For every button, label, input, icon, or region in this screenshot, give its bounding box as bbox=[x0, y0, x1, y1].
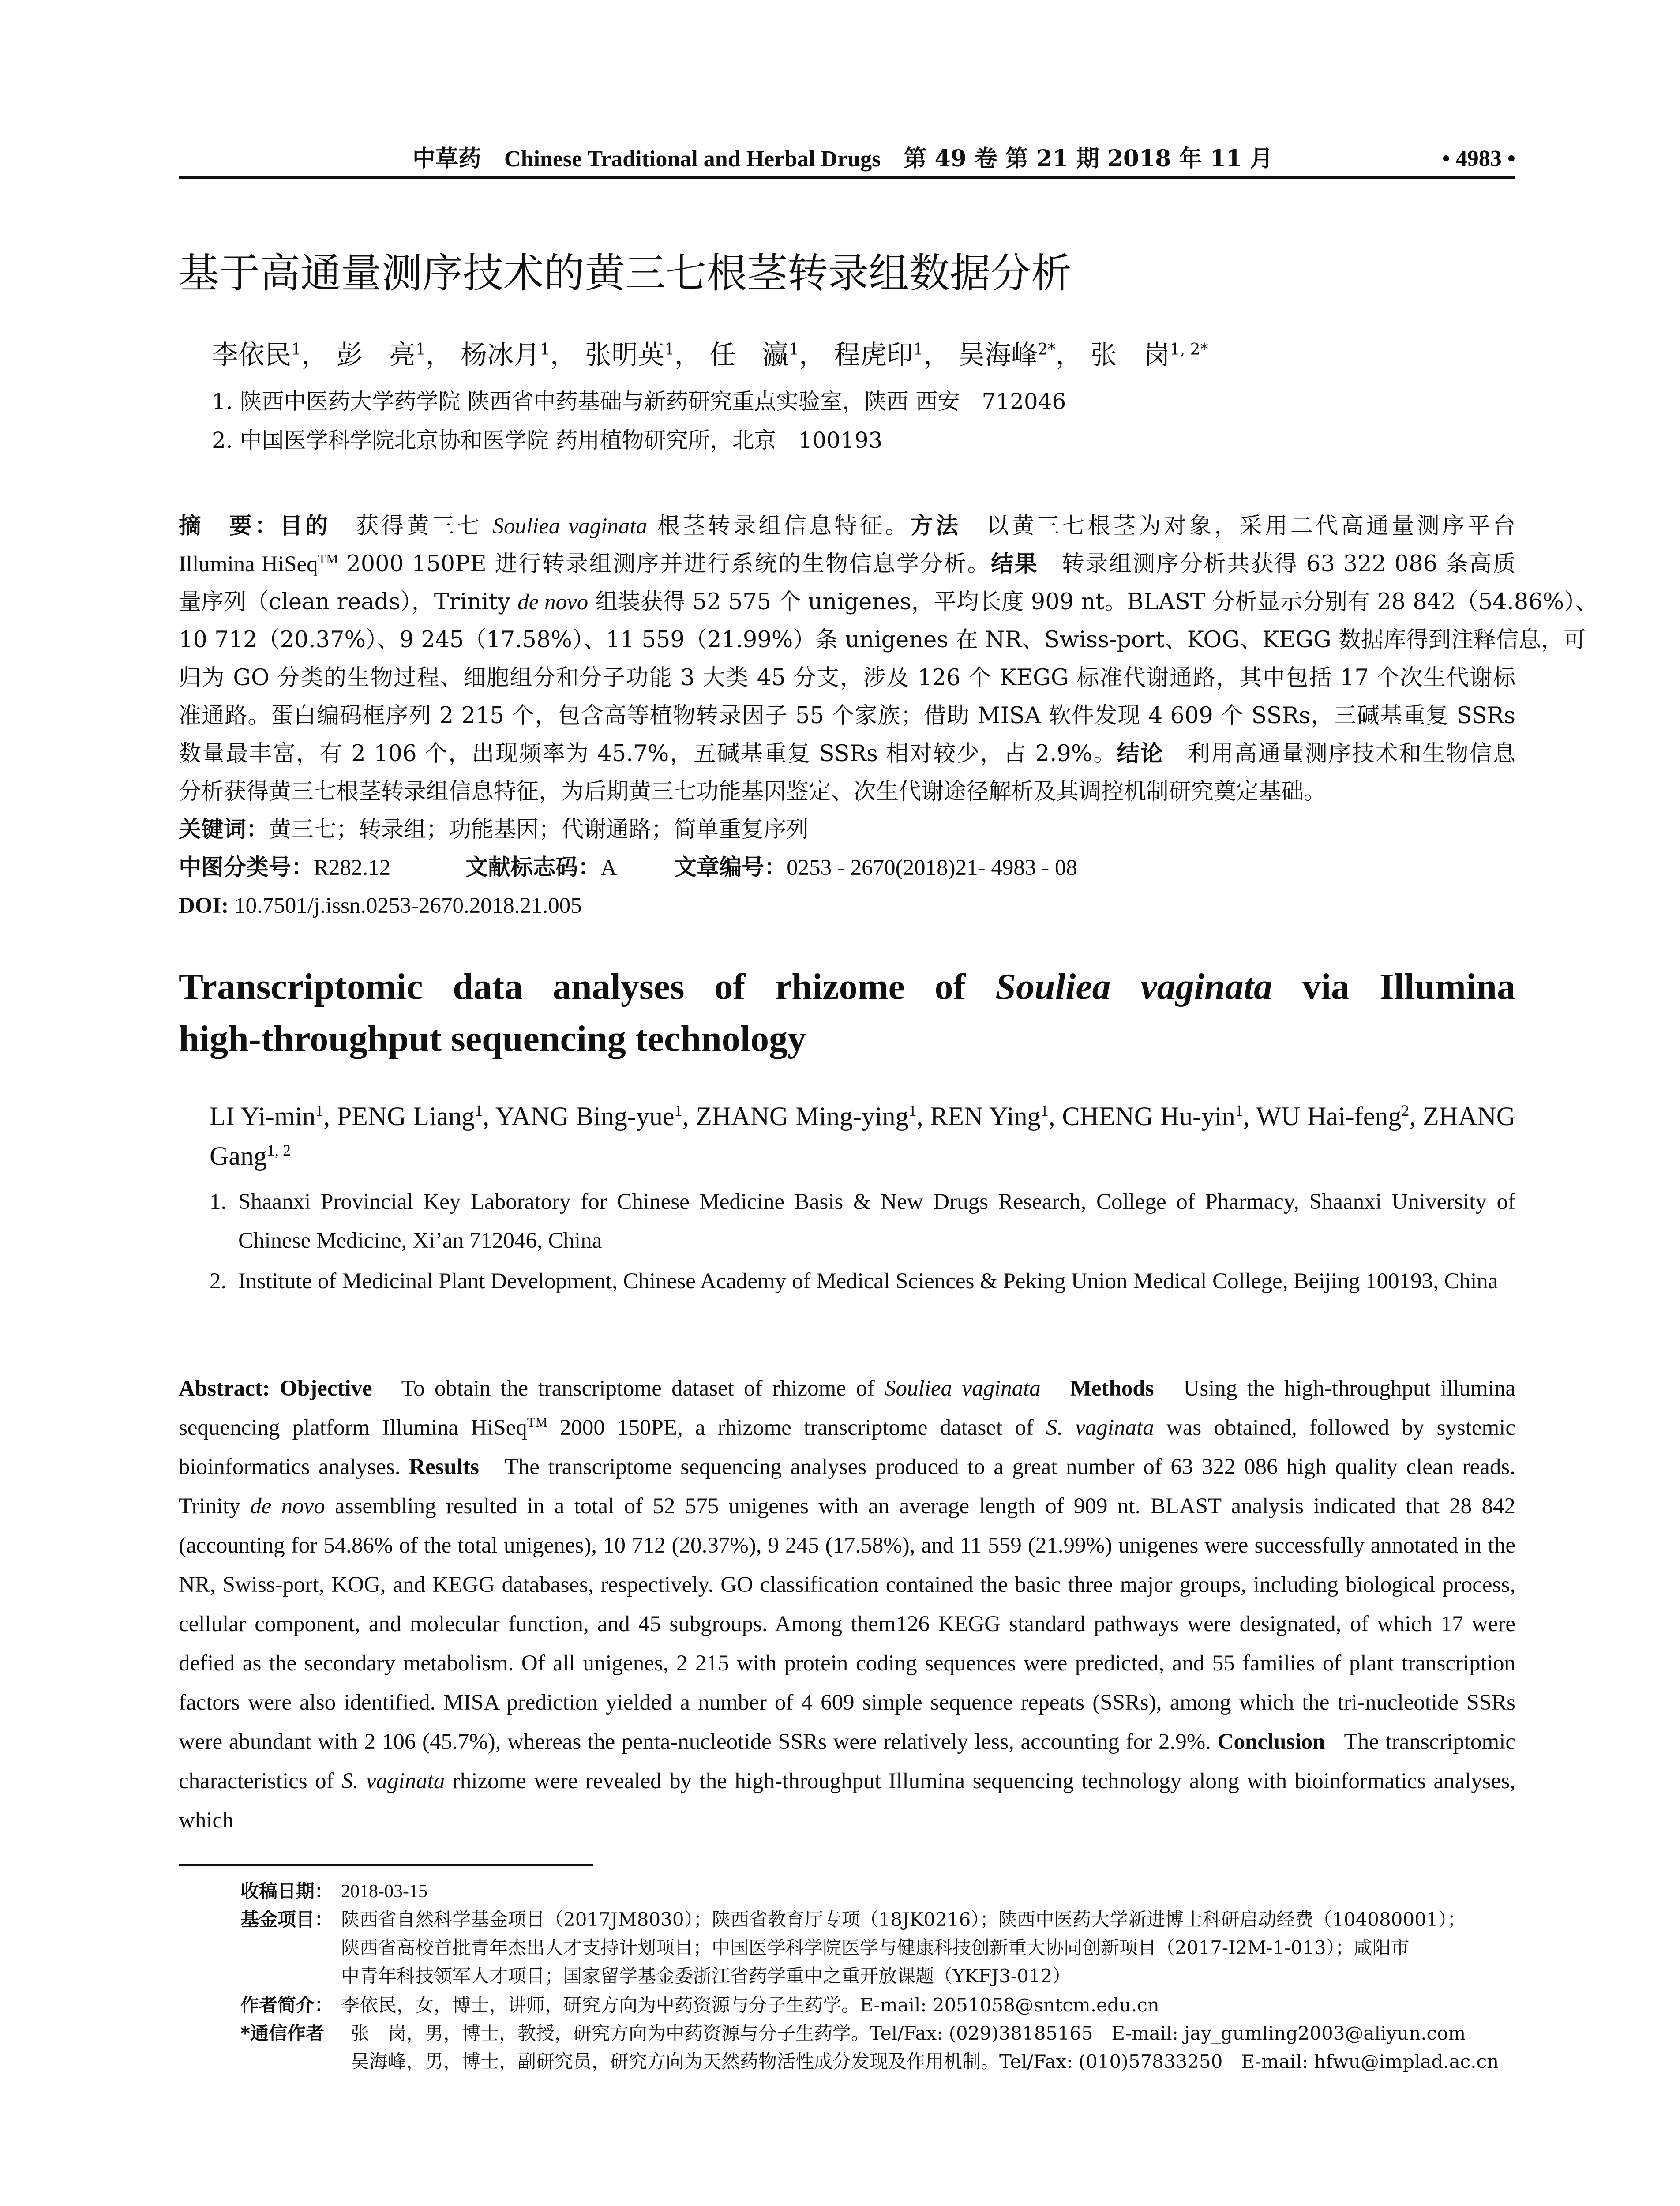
cn-affiliation-1: 1. 陕西中医药大学药学院 陕西省中药基础与新药研究重点实验室，陕西 西安 712046 bbox=[212, 389, 1066, 414]
cn-author: 张 岗$^{1, 2*}$ bbox=[1090, 340, 1208, 371]
cn-author: 吴海峰$^{2*}$ bbox=[958, 340, 1056, 371]
en-author: LI $Yi-\min^1$ bbox=[210, 1102, 324, 1131]
cn-affiliation-2: 2. 中国医学科学院北京协和医学院 药用植物研究所，北京 100193 bbox=[212, 428, 883, 453]
cn-author: 程虎印$^1$ bbox=[833, 340, 923, 371]
en-author: CHENG Hu-yin$^1$ bbox=[1062, 1102, 1243, 1131]
keywords-label: 关键词： bbox=[179, 817, 269, 843]
header-rule bbox=[179, 176, 1515, 179]
page-number: • 4983 • bbox=[1442, 146, 1515, 171]
footnote-rule bbox=[179, 1864, 593, 1866]
footnote-received: 收稿日期： 2018-03-15 bbox=[240, 1880, 428, 1902]
cn-author: 李依民$^1$ bbox=[212, 340, 301, 371]
journal-en-name: Chinese Traditional and Herbal Drugs bbox=[504, 146, 881, 172]
cn-abstract-label: 摘 要： bbox=[179, 513, 280, 539]
cn-keywords bbox=[179, 811, 809, 849]
en-objective-label: Objective bbox=[280, 1376, 372, 1401]
en-title-species: Souliea vaginata bbox=[995, 966, 1273, 1007]
cn-title: 基于高通量测序技术的黄三七根茎转录组数据分析 bbox=[179, 250, 1072, 297]
doi-value: 10.7501/j.issn.0253-2670.2018.21.005 bbox=[229, 893, 582, 918]
footnote-author-bio: 作者简介： 李依民，女，博士，讲师，研究方向为中药资源与分子生药学。E-mail: 2051058@sntcm.edu.cn bbox=[240, 1994, 1159, 2016]
footnote-funding: 基金项目： 陕西省自然科学基金项目（2017JM8030）；陕西省教育厅专项（18JK0216）；陕西中医药大学新进博士科研启动经费（104080001）； 陕西省高校首批青年杰出人才支持计划项目；中国医学科学院医学与健康科技创新重大协同创新项目（2017-I2M-1-013）；咸阳市 中青年科技领军人才项目；国家留学基金委浙江省药学重中之重开放课题（YKFJ3-012） bbox=[240, 1909, 1466, 1987]
cn-author: 杨冰月$^1$ bbox=[460, 340, 550, 371]
cn-author-list: 李依民$^1$， 彭 亮$^1$， 杨冰月$^1$， 张明英$^1$， 任 瀛$^1$， 程虎印$^1$， 吴海峰$^{2*}$， 张 岗$^{1, 2*}$ bbox=[212, 340, 1208, 371]
en-author-list: LI $Yi-\min^1$, PENG Liang$^1$, YANG Bing-yue$^1$, ZHANG Ming-ying$^1$, REN Ying$^1$, CHENG Hu-yin$^1$, WU Hai-feng$^2$, ZHANG Gang$^{1, 2}$ bbox=[210, 1102, 1516, 1171]
cn-abstract-line: 量序列（clean reads），Trinity de novo 组装获得 52 575 个 unigenes，平均长度 909 nt。BLAST 分析显示分别有 28 842（54.86%）、 bbox=[179, 589, 1598, 615]
species-name: Souliea vaginata bbox=[492, 514, 648, 539]
en-conclusion-label: Conclusion bbox=[1217, 1730, 1325, 1754]
en-affiliation-1: 1. Shaanxi Provincial Key Laboratory for Chinese Medicine Basis & New Drugs Research, College of Pharmacy, Shaanxi University of Chinese Medicine, Xi’an 712046, China bbox=[210, 1189, 1515, 1253]
cn-methods-label: 方法 bbox=[910, 513, 961, 539]
en-affiliation-2: 2. Institute of Medicinal Plant Development, Chinese Academy of Medical Sciences & Peking Union Medical College, Beijing 100193, China bbox=[210, 1269, 1498, 1294]
cn-abstract-line: 归为 GO 分类的生物过程、细胞组分和分子功能 3 大类 45 分支，涉及 126 个 KEGG 标准代谢通路，其中包括 17 个次生代谢标 bbox=[179, 665, 1515, 691]
cn-abstract-line: 10 712（20.37%）、9 245（17.58%）、11 559（21.99%）条 unigenes 在 NR、Swiss-port、KOG、KEGG 数据库得到注释信息，可 bbox=[179, 627, 1586, 653]
cn-conclusion-label: 结论 bbox=[1117, 741, 1164, 767]
cn-abstract-line: 摘 要：目的 获得黄三七 Souliea vaginata 根茎转录组信息特征。方法 以黄三七根茎为对象，采用二代高通量测序平台 bbox=[179, 513, 1515, 539]
en-abstract: Abstract: Objective To obtain the transcriptome dataset of rhizome of Souliea vaginata Methods Using the high-throughput illumina sequencing platform Illumina HiSeq™ 2000 150PE, a rhizome transcriptome dataset of S. vaginata was obtained, followed by systemic bioinformatics analyses. Results The transcriptome sequencing analyses produced to a great number of 63 322 086 high quality clean reads. Trinity de novo assembling resulted in a total of 52 575 unigenes with an average length of 909 nt. BLAST analysis indicated that 28 842 (accounting for 54.86% of the total unigenes), 10 712 (20.37%), 9 245 (17.58%), and 11 559 (21.99%) unigenes were successfully annotated in the NR, Swiss-port, KOG, and KEGG databases, respectively. GO classification contained the basic three major groups, including biological process, cellular component, and molecular function, and 45 subgroups. Among them126 KEGG standard pathways were designated, of which 17 were defied as the secondary metabolism. Of all unigenes, 2 215 with protein coding sequences were predicted, and 55 families of plant transcription factors were also identified. MISA prediction yielded a number of 4 609 simple sequence repeats (SSRs), among which the tri-nucleotide SSRs were abundant with 2 106 (45.7%), whereas the penta-nucleotide SSRs were relatively less, accounting for 2.9%. Conclusion The transcriptomic characteristics of S. vaginata rhizome were revealed by the high-throughput Illumina sequencing technology along with bioinformatics analyses, which bbox=[179, 1376, 1516, 1833]
doi-line: DOI: 10.7501/j.issn.0253-2670.2018.21.005 bbox=[179, 893, 582, 918]
en-author: ZHANG Gang$^{1, 2}$ bbox=[210, 1102, 1516, 1171]
cn-abstract-line: 数量最丰富，有 2 106 个，出现频率为 45.7%，五碱基重复 SSRs 相对较少，占 2.9%。结论 利用高通量测序技术和生物信息 bbox=[179, 741, 1515, 767]
cn-author: 任 瀛$^1$ bbox=[709, 340, 799, 371]
cn-author: 张明英$^1$ bbox=[585, 340, 675, 371]
journal-cn-name: 中草药 bbox=[412, 146, 482, 172]
article-number-value: 0253 - 2670(2018)21- 4983 - 08 bbox=[787, 855, 1077, 880]
clc-value: R282.12 bbox=[314, 855, 391, 880]
en-author: WU Hai-feng$^2$ bbox=[1256, 1102, 1410, 1131]
cn-author: 彭 亮$^1$ bbox=[336, 340, 426, 371]
cn-objective-label: 目的 bbox=[280, 513, 331, 539]
en-author: REN Ying$^1$ bbox=[930, 1102, 1049, 1131]
en-author: YANG Bing-yue$^1$ bbox=[495, 1102, 682, 1131]
footnote-corresponding: *通信作者 张 岗，男，博士，教授，研究方向为中药资源与分子生药学。Tel/Fax: (029)38185165 E-mail: jay_gumling2003@aliyun.com 吴海峰，男，博士，副研究员，研究方向为天然药物活性成分发现及作用机制。Tel/Fax: (010)57833250 E-mail: hfwu@implad.ac.cn bbox=[240, 2022, 1499, 2072]
cn-classification: 中图分类号：R282.12 文献标志码：A 文章编号：0253 - 2670(2018)21- 4983 - 08 bbox=[179, 855, 1077, 881]
cn-results-label: 结果 bbox=[991, 551, 1039, 577]
en-title: Transcriptomic data analyses of rhizome of Souliea vaginata via Illumina high-throughput sequencing technology bbox=[179, 966, 1515, 1059]
journal-line bbox=[412, 143, 1273, 175]
en-author: PENG Liang$^1$ bbox=[337, 1102, 483, 1131]
cn-abstract-line: 分析获得黄三七根茎转录组信息特征，为后期黄三七功能基因鉴定、次生代谢途径解析及其调控机制研究奠定基础。 bbox=[179, 779, 1327, 805]
keywords-value: 黄三七；转录组；功能基因；代谢通路；简单重复序列 bbox=[269, 817, 809, 843]
en-abstract-label: Abstract: bbox=[179, 1376, 270, 1401]
en-methods-label: Methods bbox=[1070, 1376, 1154, 1401]
cn-abstract-line: 准通路。蛋白编码框序列 2 215 个，包含高等植物转录因子 55 个家族；借助 MISA 软件发现 4 609 个 SSRs，三碱基重复 SSRs bbox=[179, 703, 1515, 729]
running-header bbox=[179, 143, 1515, 174]
issue-info: 第 49 卷 第 21 期 2018 年 11 月 bbox=[904, 145, 1273, 172]
doc-code-value: A bbox=[600, 855, 617, 880]
en-author: ZHANG Ming-ying$^1$ bbox=[696, 1102, 917, 1131]
en-results-label: Results bbox=[409, 1455, 479, 1479]
cn-abstract-line: Illumina HiSeq™ 2000 150PE 进行转录组测序并进行系统的生物信息学分析。结果 转录组测序分析共获得 63 322 086 条高质 bbox=[179, 551, 1515, 577]
